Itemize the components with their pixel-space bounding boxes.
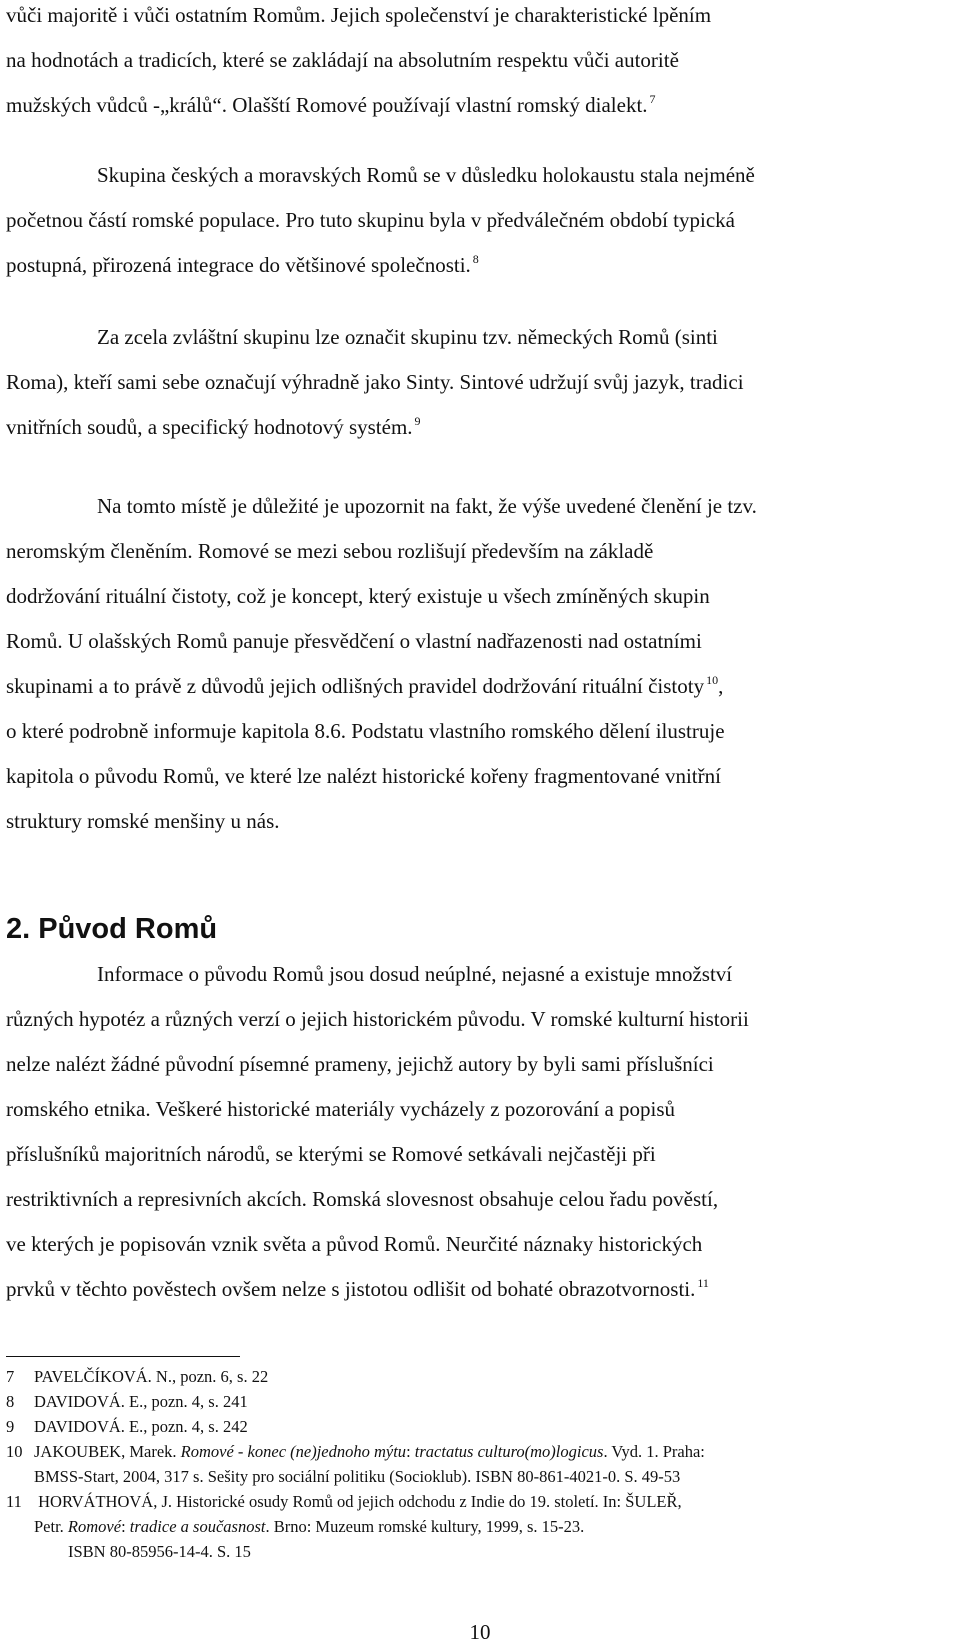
paragraph-line: o které podrobně informuje kapitola 8.6. Podstatu vlastního romského dělení ilustruje bbox=[6, 719, 725, 743]
footnote-ref[interactable]: 11 bbox=[697, 1276, 709, 1290]
footnote-11-line-3: ISBN 80-85956-14-4. S. 15 bbox=[68, 1542, 251, 1561]
paragraph-line: struktury romské menšiny u nás. bbox=[6, 809, 280, 833]
paragraph-line: příslušníků majoritních národů, se kterými se Romové setkávali nejčastěji při bbox=[6, 1142, 656, 1166]
paragraph-line: Skupina českých a moravských Romů se v důsledku holokaustu stala nejméně bbox=[97, 163, 755, 187]
section-heading: 2. Původ Romů bbox=[6, 913, 218, 945]
paragraph-line: vůči majoritě i vůči ostatním Romům. Jejich společenství je charakteristické lpěním bbox=[6, 3, 712, 27]
paragraph-line: Na tomto místě je důležité je upozornit na fakt, že výše uvedené členění je tzv. bbox=[97, 494, 757, 518]
paragraph-line: Informace o původu Romů jsou dosud neúplné, nejasné a existuje množství bbox=[97, 962, 733, 986]
paragraph-line: ve kterých je popisován vznik světa a původ Romů. Neurčité náznaky historických bbox=[6, 1232, 703, 1256]
footnote-8: 8 DAVIDOVÁ. E., pozn. 4, s. 241 bbox=[6, 1392, 248, 1411]
paragraph-line: skupinami a to právě z důvodů jejich odlišných pravidel dodržování rituální čistoty $^{10}$, bbox=[6, 673, 724, 698]
paragraph-line: neromským členěním. Romové se mezi sebou rozlišují především na základě bbox=[6, 539, 654, 563]
footnote-9: 9 DAVIDOVÁ. E., pozn. 4, s. 242 bbox=[6, 1417, 248, 1436]
paragraph-line: kapitola o původu Romů, ve které lze nalézt historické kořeny fragmentované vnitřní bbox=[6, 764, 721, 788]
paragraph-line: různých hypotéz a různých verzí o jejich historickém původu. V romské kulturní historii bbox=[6, 1007, 749, 1031]
paragraph-line: Za zcela zvláštní skupinu lze označit skupinu tzv. německých Romů (sinti bbox=[97, 325, 718, 349]
footnote-ref[interactable]: 8 bbox=[472, 252, 479, 266]
paragraph-line: Romů. U olašských Romů panuje přesvědčení o vlastní nadřazenosti nad ostatními bbox=[6, 629, 702, 653]
paragraph-line: na hodnotách a tradicích, které se zakládají na absolutním respektu vůči autoritě bbox=[6, 48, 679, 72]
paragraph-line: dodržování rituální čistoty, což je koncept, který existuje u všech zmíněných skupin bbox=[6, 584, 710, 608]
paragraph-line: Roma), kteří sami sebe označují výhradně jako Sinty. Sintové udržují svůj jazyk, tradici bbox=[6, 370, 744, 394]
paragraph-line: postupná, přirozená integrace do většinové společnosti. $^8$ bbox=[6, 252, 479, 277]
page-number: 10 bbox=[469, 1620, 491, 1644]
footnote-10: 10 JAKOUBEK, Marek. Romové - konec (ne)jednoho mýtu: tractatus culturo(mo)logicus. Vyd. 1. Praha: bbox=[6, 1442, 705, 1461]
paragraph-line: početnou částí romské populace. Pro tuto skupinu byla v předválečném období typická bbox=[6, 208, 735, 232]
footnote-ref[interactable]: 10 bbox=[706, 673, 719, 687]
paragraph-line: restriktivních a represivních akcích. Romská slovesnost obsahuje celou řadu pověstí, bbox=[6, 1187, 719, 1211]
footnote-11-line-2: Petr. Romové: tradice a současnost. Brno: Muzeum romské kultury, 1999, s. 15-23. bbox=[34, 1517, 585, 1536]
footnote-10-line-2: BMSS-Start, 2004, 317 s. Sešity pro sociální politiku (Socioklub). ISBN 80-861-4021-0. S. 49-53 bbox=[34, 1467, 681, 1486]
footnote-separator bbox=[6, 1356, 240, 1357]
paragraph-line: mužských vůdců -„králů“. Olašští Romové používají vlastní romský dialekt. $^7$ bbox=[6, 92, 656, 117]
footnote-11: 11 HORVÁTHOVÁ, J. Historické osudy Romů od jejich odchodu z Indie do 19. století. In: ŠULEŘ, bbox=[6, 1492, 682, 1511]
paragraph-line: romského etnika. Veškeré historické materiály vycházely z pozorování a popisů bbox=[6, 1097, 676, 1121]
paragraph-line: nelze nalézt žádné původní písemné prameny, jejichž autory by byli sami příslušníci bbox=[6, 1052, 714, 1076]
footnote-7: 7 PAVELČÍKOVÁ. N., pozn. 6, s. 22 bbox=[6, 1367, 269, 1386]
paragraph-line: vnitřních soudů, a specifický hodnotový systém. $^9$ bbox=[6, 414, 421, 439]
footnote-ref[interactable]: 7 bbox=[649, 92, 656, 106]
footnote-ref[interactable]: 9 bbox=[414, 414, 421, 428]
paragraph-line: prvků v těchto pověstech ovšem nelze s jistotou odlišit od bohaté obrazotvornosti. $^{11}$ bbox=[6, 1276, 709, 1301]
